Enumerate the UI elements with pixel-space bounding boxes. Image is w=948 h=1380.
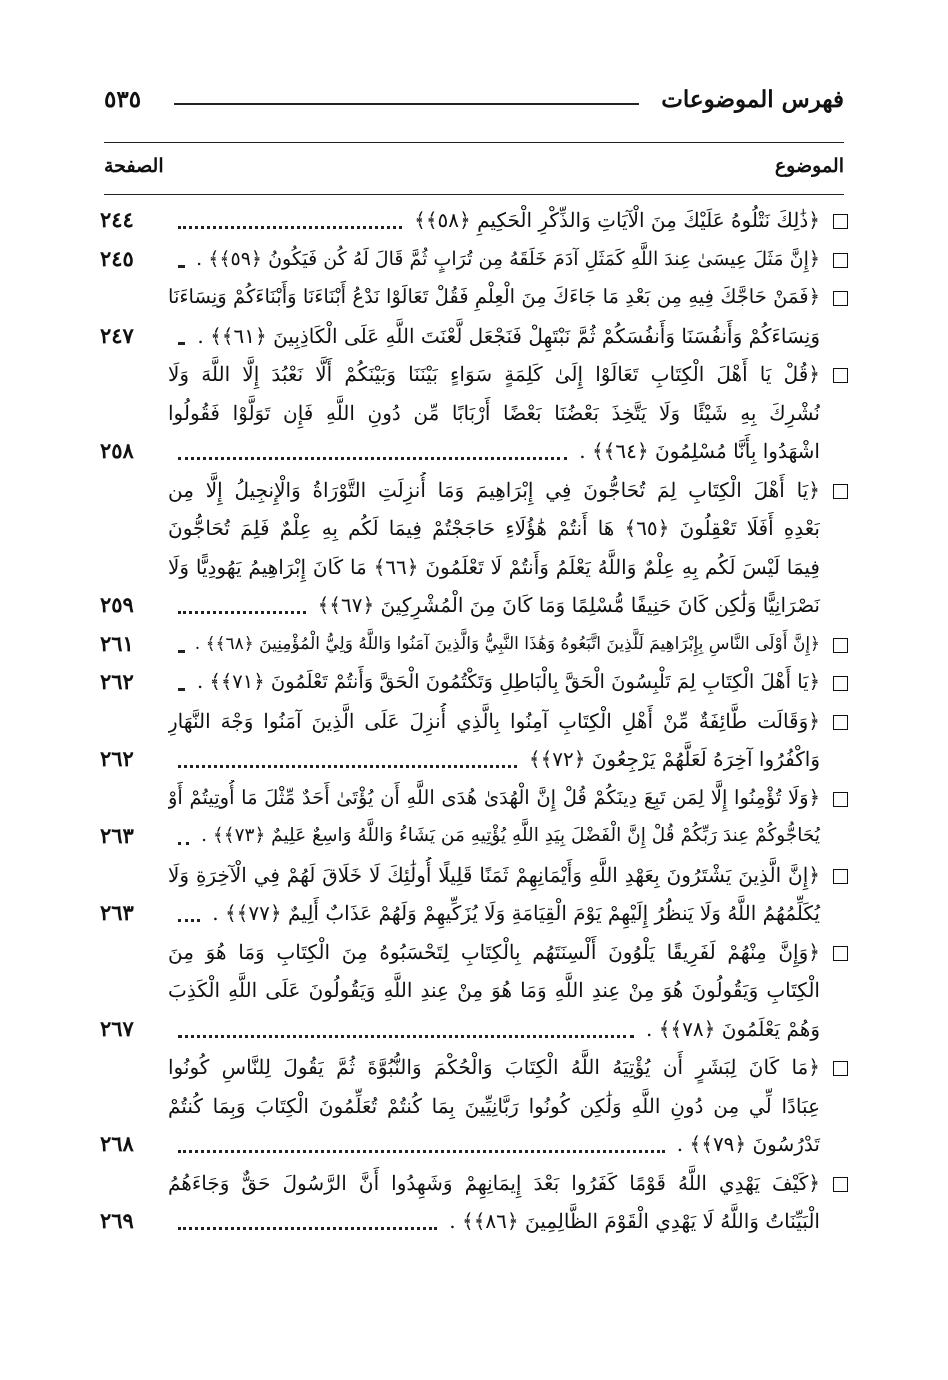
- header-rule: [174, 103, 639, 105]
- index-entry: [100, 472, 848, 626]
- index-entry: [100, 664, 848, 703]
- entry-text-line: ﴿مَا كَانَ لِبَشَرٍ أَن يُؤْتِيَهُ اللَّهُ الْكِتَابَ وَالْحُكْمَ وَالنُّبُوَّةَ ثُمَّ يَقُولَ لِلنَّاسِ كُونُوا: [168, 1055, 820, 1079]
- dot-leader: [178, 599, 306, 614]
- entry-checkbox-icon: [833, 253, 848, 268]
- entry-page-number: ٢٦٨: [100, 1131, 134, 1156]
- entry-checkbox-icon: [833, 638, 848, 653]
- index-entry: [100, 626, 848, 665]
- entry-page-number: ٢٤٥: [100, 245, 134, 271]
- entry-last-line: [100, 895, 820, 931]
- index-entry: [100, 857, 848, 934]
- entry-text-line: وَهُمْ يَعْلَمُونَ ﴿٧٨﴾﴾ .: [645, 1016, 820, 1041]
- index-entry: [100, 934, 848, 1050]
- entry-page-number: ٢٦٢: [100, 746, 134, 771]
- column-headers: [104, 155, 844, 185]
- entry-last-line: [100, 587, 820, 623]
- dot-leader: [178, 1023, 634, 1038]
- entry-text-line: ﴿ذَٰلِكَ نَتْلُوهُ عَلَيْكَ مِنَ الْآيَاتِ وَالذِّكْرِ الْحَكِيمِ ﴿٥٨﴾﴾: [414, 208, 820, 232]
- entry-last-line: [100, 318, 820, 354]
- index-entry: [100, 703, 848, 780]
- dot-leader: [178, 676, 185, 691]
- column-header-divider: [104, 194, 844, 195]
- entry-page-number: ٢٦١: [100, 630, 134, 656]
- entry-last-line: [100, 202, 820, 238]
- entry-text-line: ﴿إِنَّ الَّذِينَ يَشْتَرُونَ بِعَهْدِ اللَّهِ وَأَيْمَانِهِمْ ثَمَنًا قَلِيلًا أُولَٰئِكَ لَا خَلَاقَ لَهُمْ فِي الْآخِرَةِ وَلَا: [168, 862, 820, 887]
- entry-text-line: ﴿وَلَا تُؤْمِنُوا إِلَّا لِمَن تَبِعَ دِينَكُمْ قُلْ إِنَّ الْهُدَىٰ هُدَى اللَّهِ أَن يُؤْتَىٰ أَحَدٌ مِّثْلَ مَا أُوتِيتُمْ أَوْ: [168, 785, 820, 809]
- dot-leader: [178, 638, 183, 653]
- entry-page-number: ٢٦٩: [100, 1208, 134, 1233]
- entry-text-line: ﴿قُلْ يَا أَهْلَ الْكِتَابِ تَعَالَوْا إِلَىٰ كَلِمَةٍ سَوَاءٍ بَيْنَنَا وَبَيْنَكُمْ أَلَّا نَعْبُدَ إِلَّا اللَّهَ وَلَا: [168, 362, 820, 386]
- dot-leader: [178, 253, 184, 268]
- dot-leader: [178, 1138, 665, 1153]
- entry-page-number: ٢٦٧: [100, 1015, 134, 1041]
- entry-text-line: ﴿فَمَنْ حَاجَّكَ فِيهِ مِن بَعْدِ مَا جَاءَكَ مِنَ الْعِلْمِ فَقُلْ تَعَالَوْا نَدْعُ أَبْنَاءَنَا وَأَبْنَاءَكُمْ وَنِسَاءَنَا: [168, 285, 820, 308]
- entry-text-line: ﴿إِنَّ مَثَلَ عِيسَىٰ عِندَ اللَّهِ كَمَثَلِ آدَمَ خَلَقَهُ مِن تُرَابٍ ثُمَّ قَالَ لَهُ كُن فَيَكُونُ ﴿٥٩﴾﴾ .: [196, 247, 820, 270]
- entry-last-line: [100, 433, 820, 469]
- entry-text-line: وَنِسَاءَكُمْ وَأَنفُسَنَا وَأَنفُسَكُمْ ثُمَّ نَبْتَهِلْ فَنَجْعَل لَّعْنَتَ اللَّهِ عَلَى الْكَاذِبِينَ ﴿٦١﴾﴾ .: [197, 323, 820, 348]
- dot-leader: [178, 830, 189, 845]
- dot-leader: [178, 330, 185, 345]
- entry-page-number: ٢٥٨: [100, 438, 134, 463]
- entry-checkbox-icon: [833, 869, 848, 884]
- entry-page-number: ٢٦٣: [100, 823, 134, 848]
- entry-checkbox-icon: [833, 715, 848, 730]
- entry-last-line: [100, 1203, 820, 1239]
- index-entry: [100, 356, 848, 472]
- entry-last-line: [100, 664, 820, 700]
- index-entry: [100, 202, 848, 241]
- entry-text-line: يُحَاجُّوكُمْ عِندَ رَبِّكُمْ قُلْ إِنَّ الْفَضْلَ بِيَدِ اللَّهِ يُؤْتِيهِ مَن يَشَاءُ وَاللَّهُ وَاسِعٌ عَلِيمٌ ﴿٧٣﴾﴾ .: [201, 825, 820, 846]
- entry-text-line: عِبَادًا لِّي مِن دُونِ اللَّهِ وَلَٰكِن كُونُوا رَبَّانِيِّينَ بِمَا كُنتُمْ تُعَلِّمُونَ الْكِتَابَ وَبِمَا كُنتُمْ: [168, 1093, 820, 1118]
- entry-page-number: ٢٤٧: [100, 322, 134, 348]
- entry-text-line: ﴿وَإِنَّ مِنْهُمْ لَفَرِيقًا يَلْوُونَ أَلْسِنَتَهُم بِالْكِتَابِ لِتَحْسَبُوهُ مِنَ الْكِتَابِ وَمَا هُوَ مِنَ: [168, 939, 820, 964]
- dot-leader: [178, 1215, 437, 1230]
- entry-last-line: [100, 626, 820, 662]
- entry-last-line: [100, 1126, 820, 1162]
- entry-text-line: نُشْرِكَ بِهِ شَيْئًا وَلَا يَتَّخِذَ بَعْضُنَا بَعْضًا أَرْبَابًا مِّن دُونِ اللَّهِ فَإِن تَوَلَّوْا فَقُولُوا: [168, 400, 820, 425]
- entry-text-line: اشْهَدُوا بِأَنَّا مُسْلِمُونَ ﴿٦٤﴾﴾ .: [579, 439, 820, 463]
- entry-text-line: نَصْرَانِيًّا وَلَٰكِن كَانَ حَنِيفًا مُّسْلِمًا وَمَا كَانَ مِنَ الْمُشْرِكِينَ ﴿٦٧﴾﴾: [317, 593, 820, 617]
- entry-last-line: [100, 241, 820, 277]
- entry-text-line: ﴿يَا أَهْلَ الْكِتَابِ لِمَ تُحَاجُّونَ فِي إِبْرَاهِيمَ وَمَا أُنزِلَتِ التَّوْرَاةُ وَالْإِنجِيلُ إِلَّا مِن: [168, 477, 820, 502]
- entry-checkbox-icon: [833, 291, 848, 306]
- entry-checkbox-icon: [833, 792, 848, 807]
- page-column-header: الصفحة: [104, 155, 164, 177]
- top-divider: [104, 142, 844, 143]
- dot-leader: [178, 907, 200, 922]
- index-entry: [100, 1165, 848, 1242]
- dot-leader: [178, 445, 567, 460]
- entry-text-line: ﴿كَيْفَ يَهْدِي اللَّهُ قَوْمًا كَفَرُوا بَعْدَ إِيمَانِهِمْ وَشَهِدُوا أَنَّ الرَّسُولَ حَقٌّ وَجَاءَهُمُ: [168, 1170, 820, 1195]
- dot-leader: [178, 753, 517, 768]
- entry-text-line: يُكَلِّمُهُمُ اللَّهُ وَلَا يَنظُرُ إِلَيْهِمْ يَوْمَ الْقِيَامَةِ وَلَا يُزَكِّيهِمْ وَلَهُمْ عَذَابٌ أَلِيمٌ ﴿٧٧﴾﴾ .: [212, 901, 820, 925]
- entry-text-line: ﴿إِنَّ أَوْلَى النَّاسِ بِإِبْرَاهِيمَ لَلَّذِينَ اتَّبَعُوهُ وَهَٰذَا النَّبِيُّ وَالَّذِينَ آمَنُوا وَاللَّهُ وَلِيُّ الْمُؤْمِنِينَ ﴿٦٨﴾﴾ .: [194, 633, 820, 654]
- index-entry: [100, 1049, 848, 1165]
- entry-checkbox-icon: [833, 484, 848, 499]
- entry-checkbox-icon: [833, 676, 848, 691]
- entry-page-number: ٢٦٣: [100, 900, 134, 925]
- entry-checkbox-icon: [833, 214, 848, 229]
- entry-text-line: وَاكْفُرُوا آخِرَهُ لَعَلَّهُمْ يَرْجِعُونَ ﴿٧٢﴾﴾: [528, 747, 820, 771]
- entry-text-line: فِيمَا لَيْسَ لَكُم بِهِ عِلْمٌ وَاللَّهُ يَعْلَمُ وَأَنتُمْ لَا تَعْلَمُونَ ﴿٦٦﴾ مَا كَانَ إِبْرَاهِيمُ يَهُودِيًّا وَلَا: [168, 554, 820, 579]
- entry-checkbox-icon: [833, 368, 848, 383]
- entry-page-number: ٢٤٤: [100, 207, 134, 232]
- entry-text-line: ﴿وَقَالَت طَّائِفَةٌ مِّنْ أَهْلِ الْكِتَابِ آمِنُوا بِالَّذِي أُنزِلَ عَلَى الَّذِينَ آمَنُوا وَجْهَ النَّهَارِ: [168, 708, 820, 733]
- entry-checkbox-icon: [833, 1177, 848, 1192]
- entry-last-line: [100, 741, 820, 777]
- running-header: [104, 86, 844, 122]
- topic-column-header: الموضوع: [774, 155, 844, 177]
- page-number: ٥٣٥: [104, 86, 142, 113]
- entry-text-line: تَدْرُسُونَ ﴿٧٩﴾﴾ .: [676, 1132, 820, 1156]
- entry-last-line: [100, 1011, 820, 1047]
- entry-checkbox-icon: [833, 946, 848, 961]
- entry-page-number: ٢٦٢: [100, 669, 134, 694]
- index-entry: [100, 780, 848, 857]
- entry-page-number: ٢٥٩: [100, 592, 134, 617]
- dot-leader: [178, 214, 402, 229]
- entry-text-line: الْبَيِّنَاتُ وَاللَّهُ لَا يَهْدِي الْقَوْمَ الظَّالِمِينَ ﴿٨٦﴾﴾ .: [449, 1209, 820, 1233]
- running-title: فهرس الموضوعات: [661, 86, 844, 113]
- entry-text-line: بَعْدِهِ أَفَلَا تَعْقِلُونَ ﴿٦٥﴾ هَا أَنتُمْ هَٰؤُلَاءِ حَاجَجْتُمْ فِيمَا لَكُم بِهِ عِلْمٌ فَلِمَ تُحَاجُّونَ: [168, 516, 820, 540]
- index-entry: [100, 241, 848, 280]
- entry-text-line: الْكِتَابِ وَيَقُولُونَ هُوَ مِنْ عِندِ اللَّهِ وَمَا هُوَ مِنْ عِندِ اللَّهِ وَيَقُولُونَ عَلَى اللَّهِ الْكَذِبَ: [168, 978, 820, 1002]
- entry-text-line: ﴿يَا أَهْلَ الْكِتَابِ لِمَ تَلْبِسُونَ الْحَقَّ بِالْبَاطِلِ وَتَكْتُمُونَ الْحَقَّ وَأَنتُمْ تَعْلَمُونَ ﴿٧١﴾﴾ .: [197, 670, 820, 693]
- entry-checkbox-icon: [833, 1061, 848, 1076]
- entry-last-line: [100, 818, 820, 854]
- index-entry: [100, 279, 848, 356]
